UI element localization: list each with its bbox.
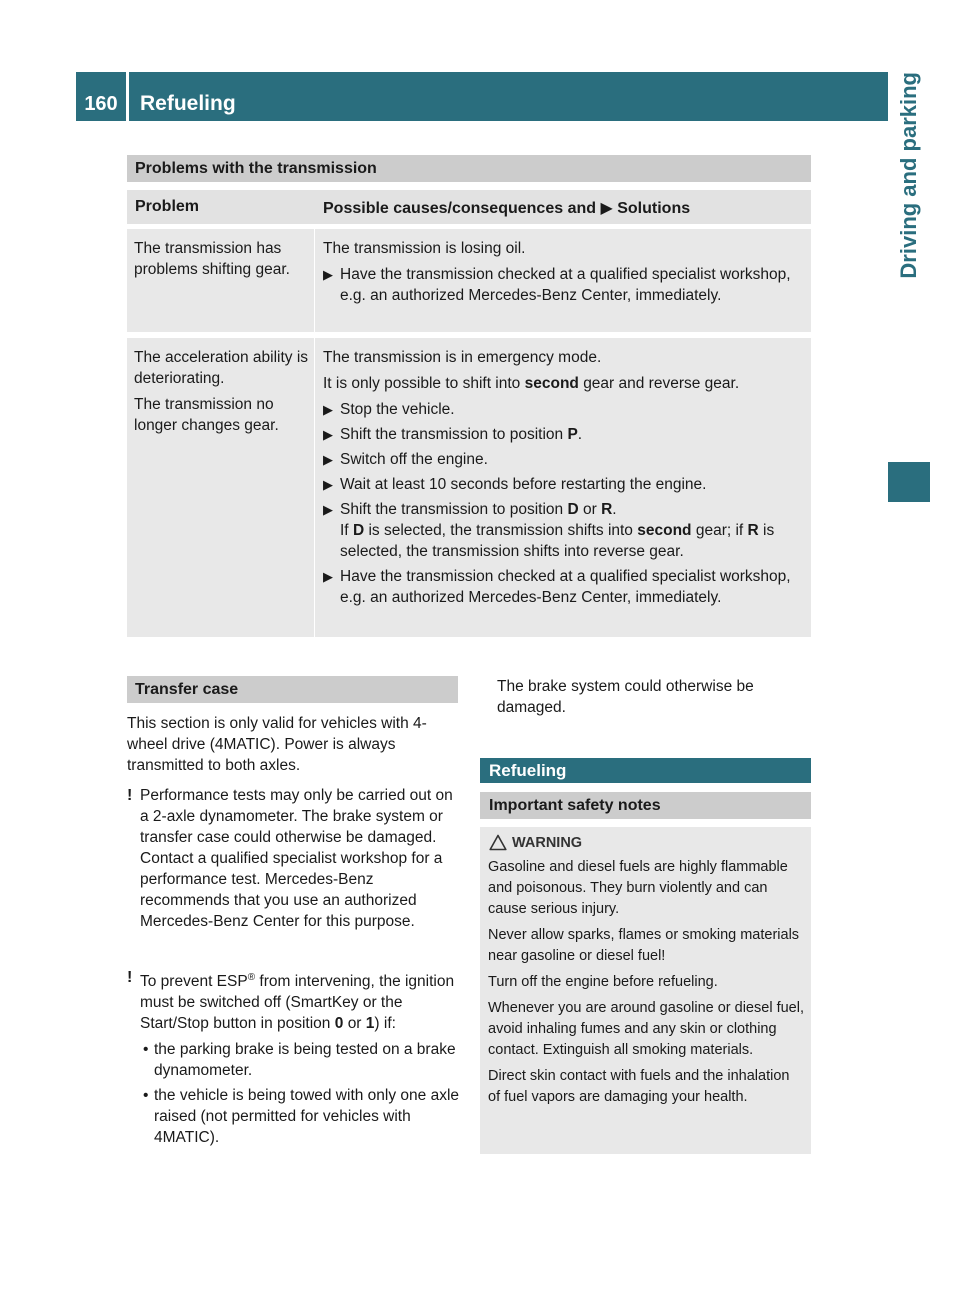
step-item: [323, 499, 805, 562]
warning-paragraph: Whenever you are around gasoline or diesel fuel, avoid inhaling fumes and any skin or clothing contact. Extinguish all smoking materials.: [488, 1000, 804, 1058]
page-title: Refueling: [140, 92, 236, 115]
arrow-right-icon: ▶: [323, 267, 333, 282]
note-text: Performance tests may only be carried out on a 2-axle dynamometer. The brake system or transfer case could otherwise be damaged. Contact a qualified specialist workshop for a performance test. Mercedes-Benz recommends that you use an authorized Mercedes-Benz Center for this purpose.: [140, 787, 453, 930]
step-item: [323, 566, 805, 608]
text-bold: R: [601, 501, 613, 518]
step-text: Shift the transmission to position: [340, 426, 564, 443]
warning-title: [488, 833, 804, 854]
text-run: is: [763, 522, 775, 539]
problem-cell: The transmission has problems shifting gear.: [134, 240, 290, 278]
table-row: [127, 229, 811, 332]
text-run: gear; if: [695, 522, 744, 539]
table-caption: Problems with the transmission: [127, 155, 811, 182]
bullet-icon: •: [143, 1041, 149, 1059]
step-item: [323, 399, 805, 420]
cause-text: The transmission is losing oil.: [323, 240, 526, 257]
cause-text: [323, 373, 805, 394]
list-item-text: the vehicle is being towed with only one axle raised (not permitted for vehicles with 4MATIC).: [154, 1087, 460, 1147]
text-run: gear and reverse gear.: [583, 375, 740, 392]
text-run: If: [340, 522, 349, 539]
list-item: [140, 1039, 461, 1081]
arrow-right-icon: ▶: [323, 452, 333, 467]
table-row: [127, 338, 811, 637]
exclamation-icon: !: [127, 969, 133, 986]
col-header-solutions-suffix: Solutions: [617, 200, 691, 217]
text-run: .: [612, 501, 617, 518]
arrow-right-icon: ▶: [600, 200, 613, 217]
text-run: or: [347, 1015, 362, 1033]
arrow-right-icon: ▶: [323, 402, 333, 417]
step-text: Switch off the engine.: [340, 451, 488, 468]
text-bold: 0: [334, 1015, 344, 1033]
caution-note: [127, 785, 461, 932]
note-text: To prevent ESP: [140, 973, 248, 991]
arrow-right-icon: ▶: [323, 502, 333, 517]
step-item: [323, 474, 805, 495]
exclamation-icon: !: [127, 787, 133, 804]
chapter-tab-label: Driving and parking: [896, 72, 921, 279]
text-run: or: [582, 501, 597, 518]
step-item: [323, 424, 805, 445]
section-heading: Transfer case: [127, 676, 458, 703]
col-header-solutions-prefix: Possible causes/consequences and: [323, 200, 597, 217]
step-text: Shift the transmission to position: [340, 501, 564, 518]
warning-paragraph: Direct skin contact with fuels and the inhalation of fuel vapors are damaging your health.: [488, 1068, 790, 1105]
header-divider: [126, 72, 129, 121]
text-bold: D: [352, 522, 365, 539]
text-run: .: [577, 426, 583, 443]
col-header-solutions: [323, 198, 690, 218]
caution-note: [127, 967, 461, 1148]
warning-paragraph: Never allow sparks, flames or smoking materials near gasoline or diesel fuel!: [488, 927, 800, 964]
problem-text: The acceleration ability is deteriorating.: [134, 349, 309, 387]
bullet-icon: •: [143, 1087, 149, 1105]
text-bold: R: [747, 522, 759, 539]
arrow-right-icon: ▶: [323, 427, 333, 442]
chapter-tab-marker: [888, 462, 930, 502]
warning-paragraph: Turn off the engine before refueling.: [488, 974, 718, 990]
warning-triangle-icon: [489, 834, 507, 851]
registered-mark: ®: [247, 972, 256, 983]
step-text: Wait at least 10 seconds before restarting the engine.: [340, 476, 707, 493]
text-bold: D: [567, 501, 579, 518]
text-run: ) if:: [374, 1015, 396, 1033]
intro-paragraph: This section is only valid for vehicles with 4-wheel drive (4MATIC). Power is always transmitted to both axles.: [127, 715, 427, 774]
page-number: 160: [84, 93, 118, 115]
refueling-heading: Refueling: [480, 758, 811, 783]
solution-cell: [315, 229, 811, 332]
step-item: [323, 264, 805, 306]
warning-title-text: WARNING: [512, 835, 583, 851]
text-run: selected, the transmission shifts into reverse gear.: [340, 543, 684, 560]
chapter-tab: [888, 72, 930, 502]
list-item-text: the parking brake is being tested on a brake dynamometer.: [154, 1041, 456, 1080]
step-item: [323, 449, 805, 470]
continuation-paragraph: The brake system could otherwise be damaged.: [497, 678, 754, 716]
safety-notes-heading: Important safety notes: [480, 792, 811, 819]
chapter-tab-label-wrap: [888, 72, 930, 502]
col-header-problem: Problem: [135, 198, 200, 215]
text-bold: P: [567, 426, 578, 443]
problem-cell: [127, 338, 314, 637]
step-text: Have the transmission checked at a qualified specialist workshop, e.g. an authorized Mercedes-Benz Center, immediately.: [340, 266, 791, 304]
warning-paragraph: Gasoline and diesel fuels are highly flammable and poisonous. They burn violently and can cause serious injury.: [488, 859, 788, 917]
text-bold: second: [637, 522, 692, 539]
step-text: Stop the vehicle.: [340, 401, 455, 418]
problem-text: The transmission no longer changes gear.: [134, 396, 279, 434]
text-run: It is only possible to shift into: [323, 375, 521, 392]
text-bold: 1: [365, 1015, 375, 1033]
text-run: is selected, the transmission shifts into: [368, 522, 633, 539]
text-bold: second: [524, 375, 579, 392]
cause-text: The transmission is in emergency mode.: [323, 349, 602, 366]
note-text: from intervening, the ignition must be switched off (SmartKey or the Start/Stop button in position: [140, 973, 455, 1033]
table-header: [127, 190, 811, 224]
solution-cell: [315, 338, 811, 637]
arrow-right-icon: ▶: [323, 477, 333, 492]
warning-box: [480, 827, 811, 1154]
list-item: [140, 1085, 461, 1148]
arrow-right-icon: ▶: [323, 569, 333, 584]
step-text: Have the transmission checked at a qualified specialist workshop, e.g. an authorized Mercedes-Benz Center, immediately.: [340, 568, 791, 606]
